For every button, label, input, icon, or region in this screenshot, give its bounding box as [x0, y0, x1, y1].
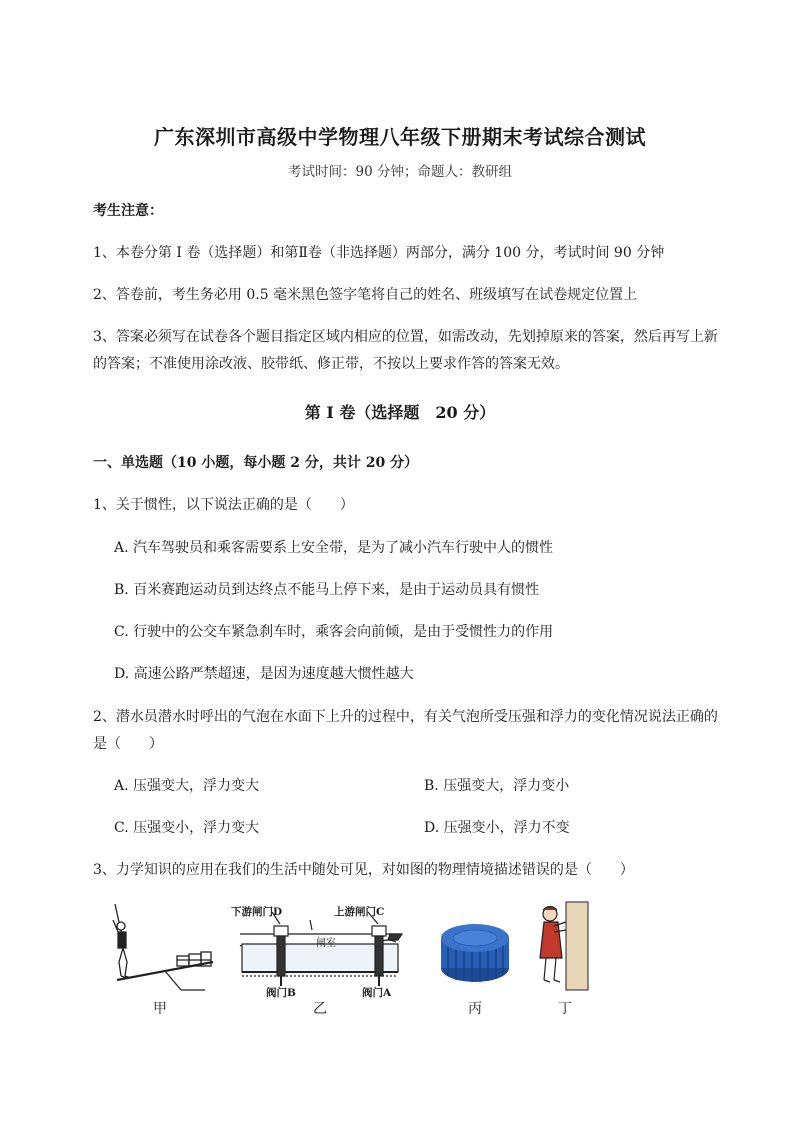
- question-2-option-b[interactable]: B. 压强变大，浮力变小: [424, 778, 570, 794]
- figure-person-pushing-wall: [530, 900, 590, 992]
- notice-item-3-cont: 的答案；不准使用涂改液、胶带纸、修正带，不按以上要求作答的答案无效。: [93, 356, 569, 372]
- question-1-option-d[interactable]: D. 高速公路严禁超速，是因为速度越大惯性越大: [114, 666, 414, 682]
- question-3-stem: 3、力学知识的应用在我们的生活中随处可见，对如图的物理情境描述错误的是（ ）: [93, 862, 634, 878]
- part-heading: 一、单选题（10 小题，每小题 2 分，共计 20 分）: [93, 455, 419, 471]
- figure-caption-ding: 丁: [558, 1001, 572, 1017]
- notice-item-3: 3、答案必须写在试卷各个题目指定区域内相应的位置，如需改动，先划掉原来的答案，然后再写上新: [93, 329, 718, 345]
- notice-item-1: 1、本卷分第 I 卷（选择题）和第Ⅱ卷（非选择题）两部分，满分 100 分，考试时间 90 分钟: [93, 245, 665, 261]
- question-2-option-c[interactable]: C. 压强变小，浮力变大: [114, 820, 260, 836]
- figure-caption-jia: 甲: [153, 1001, 167, 1017]
- label-chamber: 闸室: [316, 938, 336, 949]
- question-2-stem: 2、潜水员潜水时呼出的气泡在水面下上升的过程中，有关气泡所受压强和浮力的变化情况说法正确的: [93, 709, 718, 725]
- exam-subtitle: 考试时间：90 分钟；命题人：教研组: [288, 164, 512, 180]
- figure-diver-springboard: [105, 900, 215, 996]
- label-downstream-gate: 下游闸门D: [231, 906, 283, 918]
- question-2-option-a[interactable]: A. 压强变大，浮力变大: [114, 778, 260, 794]
- figure-caption-yi: 乙: [313, 1001, 327, 1017]
- label-valve-a: 阀门A: [362, 987, 392, 999]
- label-upstream-gate: 上游闸门C: [334, 906, 385, 918]
- question-2-option-d[interactable]: D. 压强变小，浮力不变: [424, 820, 570, 836]
- label-valve-b: 阀门B: [266, 987, 296, 999]
- exam-title: 广东深圳市高级中学物理八年级下册期末考试综合测试: [154, 125, 646, 149]
- notice-heading: 考生注意：: [93, 203, 163, 219]
- figure-caption-bing: 丙: [468, 1001, 482, 1017]
- question-1-option-a[interactable]: A. 汽车驾驶员和乘客需要系上安全带，是为了减小汽车行驶中人的惯性: [114, 540, 554, 556]
- question-1-stem: 1、关于惯性，以下说法正确的是（ ）: [93, 497, 354, 513]
- question-1-option-c[interactable]: C. 行驶中的公交车紧急刹车时，乘客会向前倾，是由于受惯性力的作用: [114, 624, 554, 640]
- notice-item-2: 2、答卷前，考生务必用 0.5 毫米黑色签字笔将自己的姓名、班级填写在试卷规定位置上: [93, 287, 638, 303]
- figure-bottle-cap: [436, 920, 514, 986]
- section-title: 第 I 卷（选择题 20 分）: [304, 403, 496, 422]
- question-2-stem-cont: 是（ ）: [93, 736, 163, 752]
- question-1-option-b[interactable]: B. 百米赛跑运动员到达终点不能马上停下来，是由于运动员具有惯性: [114, 582, 540, 598]
